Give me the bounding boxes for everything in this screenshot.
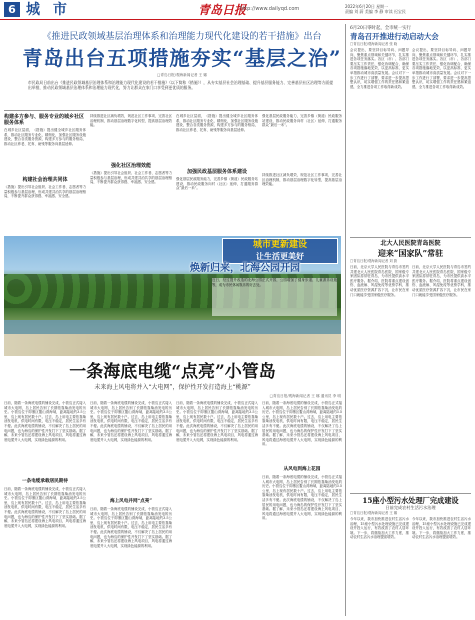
right3-headline: 15座小型污水处理厂完成建设 <box>362 496 459 505</box>
lead-kicker: 《推进民政领域基层治理体系和治理能力现代化建设的若干措施》出台 <box>42 32 322 42</box>
lead-body-1b: 在城乡社区层面，《措施》提出健全城乡社区服务体系，推动社区服务专业化、精细化，加强社区服务设施建设，整合各类服务资源，构建多方参与的服务格局，推动社区养老、托育、助残等服务向基层延伸。 <box>176 114 258 132</box>
right2-headline: 迎来“国家队”常驻 <box>377 248 444 258</box>
photo-path <box>4 334 341 356</box>
feature-column-3 <box>176 401 258 617</box>
feature-column-4 <box>262 401 342 617</box>
lead-body-3b: 《措施》提出引导社会组织、社会工作者、志愿者等力量积极参与基层治理，形成共建共治共享的基层治理格局，不断提升群众获得感、幸福感、安全感。 <box>90 171 172 185</box>
page-number: 6 <box>4 2 20 17</box>
right3-body-b: 今年以来，我市加快推进农村生活污水治理，15座小型污水处理设施已完成建设并投入运行，有效改善了农村人居环境。下一步，将继续加大工作力度，推动农村生活污水治理提质增效。 <box>412 517 471 540</box>
lead-column-4 <box>262 114 342 232</box>
lead-body-2b: 持续推进社区减负增效，规范社区工作事项，完善社区治理机制，推动基层治理数字化转型，提高基层治理效能。 <box>262 173 342 187</box>
right-divider-1 <box>350 237 471 238</box>
feature-body-1b: 日前，随着一条海底电缆的铺设完成，小管岛正式接入城市大电网，岛上居民告别了长期依靠柴油发电的历史。小管岛位于即墨区鳌山湾海域，距离陆地约3.5公里，岛上现有居民数十户。过去，岛上用电主要依靠柴油发电机，供电时间有限，电压不稳定，居民生活多有不便。此次海底电缆的铺设，不仅解决了岛上居民的用电问题，也为海岛的保护性开发打下了坚实基础。据了解，未来小管岛还将建设海上风电项目，风电将通过海底电缆并入大电网，实现绿色能源的利用。 <box>4 487 86 528</box>
feature-headline: 一条海底电缆“点亮”小管岛 <box>69 362 276 382</box>
right2-kicker: 北大人民医院青岛医院 <box>380 240 441 247</box>
section-title: 城 市 <box>26 2 71 18</box>
lead-body-4b: 强化基层民政服务能力，完善乡镇（街道）民政服务站建设，推动民政服务向村（社区）延伸，打通服务群众“最后一米”。 <box>262 114 342 128</box>
lead-body-2: 《措施》提出引导社会组织、社会工作者、志愿者等力量积极参与基层治理，形成共建共治共享的基层治理格局，不断提升群众获得感、幸福感、安全感。 <box>4 185 86 199</box>
lead-body-3: 持续推进社区减负增效，规范社区工作事项，完善社区治理机制，推动基层治理数字化转型，提高基层治理效能。 <box>90 114 172 128</box>
right1-kicker: 6月20日零时起，全市统一实行 <box>350 26 412 31</box>
right3-columns <box>350 517 471 605</box>
feature-subhead-1: 一条电缆承载居民期待 <box>22 479 68 484</box>
photo-lake <box>4 320 341 334</box>
lead-intro: 市民政局日前出台《推进民政领域基层治理体系和治理能力现代化建设的若干措施》（以下简称《措施》），从夯实基层社会治理基础、提升基层服务能力、完善基层社区治理等方面提出举措，推动民政领域基层治理体系和治理能力现代化，努力让群众在家门口享受到更优质的服务。 <box>28 80 333 91</box>
newspaper-logo: 青岛日报 <box>198 3 247 17</box>
right-story-3 <box>350 496 471 616</box>
right3-byline: □青岛日报/观海新闻记者 王 娜 <box>350 511 398 515</box>
feature-body-2: 日前，随着一条海底电缆的铺设完成，小管岛正式接入城市大电网，岛上居民告别了长期依靠柴油发电的历史。小管岛位于即墨区鳌山湾海域，距离陆地约3.5公里，岛上现有居民数十户。过去，岛上用电主要依靠柴油发电机，供电时间有限，电压不稳定，居民生活多有不便。此次海底电缆的铺设，不仅解决了岛上居民的用电问题，也为海岛的保护性开发打下了坚实基础。据了解，未来小管岛还将建设海上风电项目，风电将通过海底电缆并入大电网，实现绿色能源的利用。 <box>90 401 172 442</box>
feature-subhead-3: 从风电到海上花园 <box>283 467 321 472</box>
lead-subhead-3: 强化社区治理效能 <box>110 163 151 169</box>
right1-headline: 青岛召开推进行动启动大会 <box>350 32 439 41</box>
photo-overlay-line-1: 城市更新建设 <box>252 240 307 250</box>
lead-divider <box>4 110 341 111</box>
column-separator <box>345 24 346 616</box>
right2-body-b: 日前，北京大学人民医院与青岛市签约共建北大人民医院青岛医院，国家级专家团队将常驻青岛，为市民提供高水平医疗服务。据介绍，医院将重点建设创伤、血液病、风湿免疫等优势学科，推动优质医疗资源扩容下沉，让市民在家门口就能享受国家级医疗服务。 <box>412 265 471 297</box>
feature-subhead-2: 海上风电并网“点亮” <box>109 499 153 504</box>
issue-date <box>345 4 471 14</box>
right2-body-a: 日前，北京大学人民医院与青岛市签约共建北大人民医院青岛医院，国家级专家团队将常驻青岛，为市民提供高水平医疗服务。据介绍，医院将重点建设创伤、血液病、风湿免疫等优势学科，推动优质医疗资源扩容下沉，让市民在家门口就能享受国家级医疗服务。 <box>350 265 409 297</box>
lead-byline: □青岛日报/观海新闻记者 王 娜 <box>156 73 207 77</box>
site-url: http://www.dailyqd.com <box>240 6 300 12</box>
feature-column-2 <box>90 401 172 617</box>
photo-overlay-box <box>222 238 338 264</box>
right1-body-b: 会议提出，要坚持目标导向、问题导向，聚焦重点领域和关键环节，扎实推进各项任务落实。各区（市）、各部门要压实工作责任，强化协调配合，确保各项措施落地见效，以更高标准、更实举措推动城市高质量发展。会议对下一步工作进行了部署，要求进一步提高思想认识，切实增强工作的责任感和紧迫感，全力推进各项工作取得新成效。 <box>412 48 471 89</box>
right1-columns <box>350 48 471 228</box>
photo-overlay-line-2: 让生活更美好 <box>256 251 304 261</box>
lead-column-2 <box>90 114 172 232</box>
feature-byline: □青岛日报/观海新闻记者 王 娜 通讯员 李 明 <box>269 394 341 398</box>
lead-column-3 <box>176 114 258 232</box>
lead-body-1: 在城乡社区层面，《措施》提出健全城乡社区服务体系，推动社区服务专业化、精细化，加强社区服务设施建设，整合各类服务资源，构建多方参与的服务格局，推动社区养老、托育、助残等服务向基层延伸。 <box>4 128 86 146</box>
date-text: 2022年6月20日 星期一 <box>345 4 389 9</box>
right1-body-a: 会议提出，要坚持目标导向、问题导向，聚焦重点领域和关键环节，扎实推进各项任务落实。各区（市）、各部门要压实工作责任，强化协调配合，确保各项措施落地见效，以更高标准、更实举措推动城市高质量发展。会议对下一步工作进行了部署，要求进一步提高思想认识，切实增强工作的责任感和紧迫感，全力推进各项工作取得新成效。 <box>350 48 409 89</box>
lead-subhead-4: 加强民政基层服务体系建设 <box>186 169 247 175</box>
lead-headline: 青岛出台五项措施夯实“基层之治” <box>22 46 342 70</box>
feature-body-1: 日前，随着一条海底电缆的铺设完成，小管岛正式接入城市大电网，岛上居民告别了长期依靠柴油发电的历史。小管岛位于即墨区鳌山湾海域，距离陆地约3.5公里，岛上现有居民数十户。过去，岛上用电主要依靠柴油发电机，供电时间有限，电压不稳定，居民生活多有不便。此次海底电缆的铺设，不仅解决了岛上居民的用电问题，也为海岛的保护性开发打下了坚实基础。据了解，未来小管岛还将建设海上风电项目，风电将通过海底电缆并入大电网，实现绿色能源的利用。 <box>4 401 86 442</box>
feature-body-4b: 日前，随着一条海底电缆的铺设完成，小管岛正式接入城市大电网，岛上居民告别了长期依靠柴油发电的历史。小管岛位于即墨区鳌山湾海域，距离陆地约3.5公里，岛上现有居民数十户。过去，岛上用电主要依靠柴油发电机，供电时间有限，电压不稳定，居民生活多有不便。此次海底电缆的铺设，不仅解决了岛上居民的用电问题，也为海岛的保护性开发打下了坚实基础。据了解，未来小管岛还将建设海上风电项目，风电将通过海底电缆并入大电网，实现绿色能源的利用。 <box>262 475 342 521</box>
right-divider-2 <box>350 493 471 494</box>
page-header <box>0 0 475 20</box>
right3-subhead: 日前完成农村生活污水治理 <box>385 505 436 510</box>
lead-body-4: 强化基层民政服务能力，完善乡镇（街道）民政服务站建设，推动民政服务向村（社区）延伸，打通服务群众“最后一米”。 <box>176 177 258 191</box>
lead-subhead-2: 构建社会治理共同体 <box>22 177 68 183</box>
photo-caption-title: 焕新归来，北海公园开园 <box>190 263 300 274</box>
feature-body-2b: 日前，随着一条海底电缆的铺设完成，小管岛正式接入城市大电网，岛上居民告别了长期依靠柴油发电的历史。小管岛位于即墨区鳌山湾海域，距离陆地约3.5公里，岛上现有居民数十户。过去，岛上用电主要依靠柴油发电机，供电时间有限，电压不稳定，居民生活多有不便。此次海底电缆的铺设，不仅解决了岛上居民的用电问题，也为海岛的保护性开发打下了坚实基础。据了解，未来小管岛还将建设海上风电项目，风电将通过海底电缆并入大电网，实现绿色能源的利用。 <box>90 507 172 548</box>
feature-body-4: 日前，随着一条海底电缆的铺设完成，小管岛正式接入城市大电网，岛上居民告别了长期依靠柴油发电的历史。小管岛位于即墨区鳌山湾海域，距离陆地约3.5公里，岛上现有居民数十户。过去，岛上用电主要依靠柴油发电机，供电时间有限，电压不稳定，居民生活多有不便。此次海底电缆的铺设，不仅解决了岛上居民的用电问题，也为海岛的保护性开发打下了坚实基础。据了解，未来小管岛还将建设海上风电项目，风电将通过海底电缆并入大电网，实现绿色能源的利用。 <box>262 401 342 447</box>
right2-columns <box>350 265 471 487</box>
right3-body-a: 今年以来，我市加快推进农村生活污水治理，15座小型污水处理设施已完成建设并投入运行，有效改善了农村人居环境。下一步，将继续加大工作力度，推动农村生活污水治理提质增效。 <box>350 517 409 540</box>
feature-subhead: 未来海上风电将并入“大电网”，保护性开发打造海上“桃源” <box>94 384 251 391</box>
feature-column-1 <box>4 401 86 617</box>
right-story-2 <box>350 240 471 490</box>
right1-byline: □青岛日报/观海新闻记者 张 晓 <box>350 42 398 46</box>
lead-subhead-1: 构建多方参与、服务专业的城乡社区服务体系 <box>4 114 85 126</box>
photo-caption: 近日，经过提升改造的北海公园正式开园，公园增加了健身步道、儿童游乐设施等，成为市民休闲娱乐的好去处。 <box>212 278 337 316</box>
editor-line: 责编 刘 蔚 美编 李 静 审读 迟宝民 <box>345 9 406 14</box>
lead-column-1 <box>4 114 86 232</box>
right-story-1 <box>350 26 471 234</box>
right2-byline: □青岛日报/观海新闻记者 刘 蔚 <box>350 259 398 263</box>
feature-body-3: 日前，随着一条海底电缆的铺设完成，小管岛正式接入城市大电网，岛上居民告别了长期依靠柴油发电的历史。小管岛位于即墨区鳌山湾海域，距离陆地约3.5公里，岛上现有居民数十户。过去，岛上用电主要依靠柴油发电机，供电时间有限，电压不稳定，居民生活多有不便。此次海底电缆的铺设，不仅解决了岛上居民的用电问题，也为海岛的保护性开发打下了坚实基础。据了解，未来小管岛还将建设海上风电项目，风电将通过海底电缆并入大电网，实现绿色能源的利用。 <box>176 401 258 442</box>
